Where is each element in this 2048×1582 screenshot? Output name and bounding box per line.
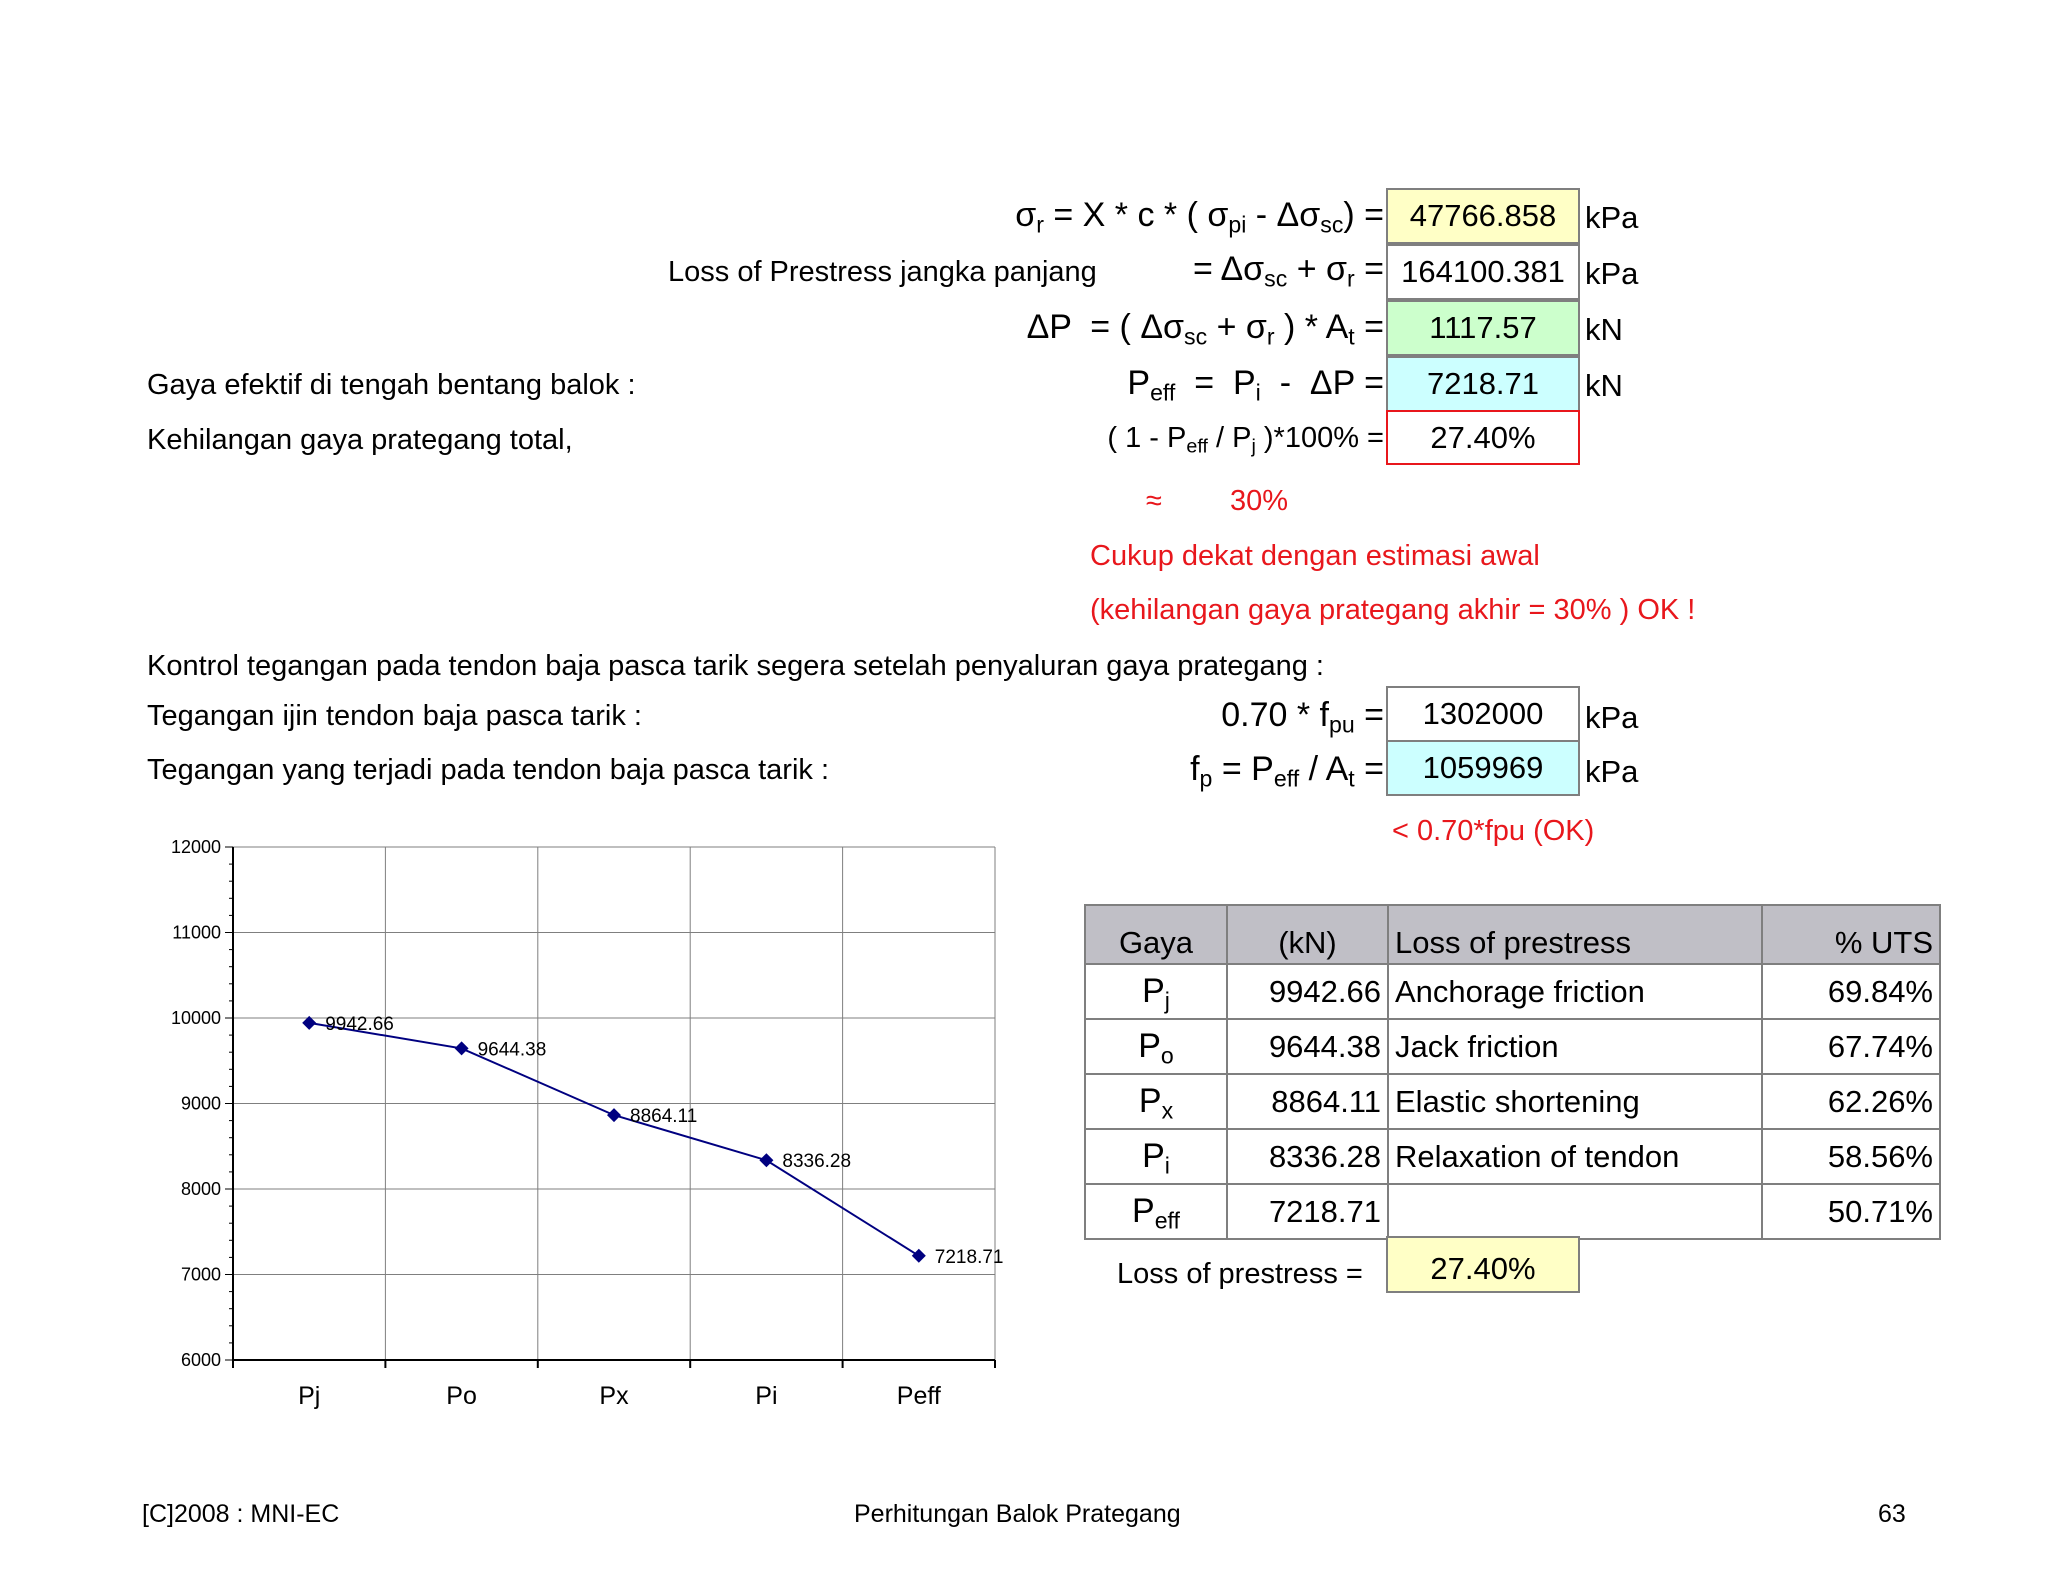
table-row xyxy=(1085,1184,1940,1239)
data-point xyxy=(607,1108,621,1122)
uts-percent: 50.71% xyxy=(1762,1184,1940,1239)
y-tick-label: 12000 xyxy=(170,837,221,857)
uts-percent: 69.84% xyxy=(1762,964,1940,1019)
loss-description: Elastic shortening xyxy=(1388,1074,1762,1129)
footer-page-number: 63 xyxy=(1878,1500,1906,1528)
table-row xyxy=(1085,1074,1940,1129)
sigma-r-unit: kPa xyxy=(1585,200,1639,235)
sigma-r-value: 47766.858 xyxy=(1386,188,1580,244)
prestress-line-chart xyxy=(140,830,1020,1420)
force-kn: 7218.71 xyxy=(1227,1184,1388,1239)
x-tick-label: Peff xyxy=(896,1382,941,1410)
delta-p-unit: kN xyxy=(1585,312,1623,347)
force-symbol: $P_j$ xyxy=(1085,964,1227,1019)
force-kn: 8864.11 xyxy=(1227,1074,1388,1129)
header-kn: (kN) xyxy=(1227,905,1388,964)
allow-text: Tegangan ijin tendon baja pasca tarik : xyxy=(147,700,642,732)
total-loss-label: Loss of prestress = xyxy=(1117,1258,1363,1290)
long-loss-value: 164100.381 xyxy=(1386,244,1580,300)
table-row xyxy=(1085,1129,1940,1184)
delta-p-value: 1117.57 xyxy=(1386,300,1580,356)
series-line xyxy=(309,1023,919,1256)
long-loss-text: Loss of Prestress jangka panjang xyxy=(668,256,1097,288)
eq-delta-p-label: ΔP = ( $\Delta\sigma_{sc} + \sigma_r$ ) * $A_t$ = xyxy=(1026,308,1384,350)
y-tick-label: 7000 xyxy=(180,1264,221,1285)
force-symbol: $P_o$ xyxy=(1085,1019,1227,1074)
loss-table xyxy=(1084,904,1941,1240)
note-line-2: (kehilangan gaya prategang akhir = 30% ) OK ! xyxy=(1090,594,1696,626)
approx-value: 30% xyxy=(1230,485,1289,517)
uts-percent: 62.26% xyxy=(1762,1074,1940,1129)
data-point xyxy=(759,1153,773,1167)
total-loss-text: Kehilangan gaya prategang total, xyxy=(147,424,573,456)
force-kn: 9942.66 xyxy=(1227,964,1388,1019)
loss-description: Relaxation of tendon xyxy=(1388,1129,1762,1184)
note-line-1: Cukup dekat dengan estimasi awal xyxy=(1090,540,1540,572)
force-symbol: $P_x$ xyxy=(1085,1074,1227,1129)
y-tick-label: 9000 xyxy=(180,1093,221,1114)
data-label: 7218.71 xyxy=(934,1246,1004,1268)
long-loss-unit: kPa xyxy=(1585,256,1639,291)
data-point xyxy=(912,1249,926,1263)
x-tick-label: Pi xyxy=(755,1382,778,1410)
eq-total-loss-label: ( $1 - P_{eff} / P_j$ )*100% = xyxy=(1107,422,1384,458)
fp-value: 1059969 xyxy=(1386,740,1580,796)
data-label: 9644.38 xyxy=(477,1039,547,1061)
force-symbol: $P_i$ xyxy=(1085,1129,1227,1184)
fp-unit: kPa xyxy=(1585,754,1639,789)
allow-unit: kPa xyxy=(1585,700,1639,735)
y-tick-label: 10000 xyxy=(170,1008,221,1028)
fp-text: Tegangan yang terjadi pada tendon baja pasca tarik : xyxy=(147,754,829,786)
header-loss: Loss of prestress xyxy=(1388,905,1762,964)
peff-value: 7218.71 xyxy=(1386,356,1580,412)
loss-description: Jack friction xyxy=(1388,1019,1762,1074)
peff-unit: kN xyxy=(1585,368,1623,403)
eq-peff-label: $P_{eff} = P_i - \Delta P$ = xyxy=(1127,364,1384,406)
force-symbol: $P_{eff}$ xyxy=(1085,1184,1227,1239)
loss-description xyxy=(1388,1184,1762,1239)
eq-long-loss-label: = $\Delta\sigma_{sc} + \sigma_r$ = xyxy=(1193,250,1384,292)
x-tick-label: Px xyxy=(599,1382,629,1410)
peff-text: Gaya efektif di tengah bentang balok : xyxy=(147,369,636,401)
data-label: 8864.11 xyxy=(630,1106,698,1128)
eq-allow-label: $0.70 * f_{pu}$ = xyxy=(1221,696,1384,738)
control-heading: Kontrol tegangan pada tendon baja pasca tarik segera setelah penyaluran gaya prategang : xyxy=(147,650,1324,682)
data-point xyxy=(455,1041,469,1055)
data-label: 8336.28 xyxy=(782,1151,852,1173)
loss-description: Anchorage friction xyxy=(1388,964,1762,1019)
footer-center: Perhitungan Balok Prategang xyxy=(854,1500,1181,1528)
eq-sigma-r-label: $\sigma_r = X * c$ * ( $\sigma_{pi} - \Delta\sigma_{sc}$) = xyxy=(1015,196,1384,238)
footer-left: [C]2008 : MNI-EC xyxy=(142,1500,340,1528)
y-tick-label: 8000 xyxy=(180,1179,221,1199)
header-gaya: Gaya xyxy=(1085,905,1227,964)
table-row xyxy=(1085,1019,1940,1074)
total-loss-table-value: 27.40% xyxy=(1386,1236,1580,1293)
y-tick-label: 11000 xyxy=(172,922,221,943)
force-kn: 9644.38 xyxy=(1227,1019,1388,1074)
table-row xyxy=(1085,964,1940,1019)
x-tick-label: Pj xyxy=(298,1382,321,1410)
force-kn: 8336.28 xyxy=(1227,1129,1388,1184)
uts-percent: 67.74% xyxy=(1762,1019,1940,1074)
y-tick-label: 6000 xyxy=(180,1350,221,1370)
x-tick-label: Po xyxy=(446,1382,477,1410)
uts-percent: 58.56% xyxy=(1762,1129,1940,1184)
eq-fp-label: $f_p = P_{eff} / A_t$ = xyxy=(1190,750,1384,792)
approx-symbol: ≈ xyxy=(1146,485,1162,517)
data-label: 9942.66 xyxy=(325,1013,394,1035)
total-loss-value: 27.40% xyxy=(1386,410,1580,465)
check-note: < 0.70*fpu (OK) xyxy=(1392,815,1595,847)
header-uts: % UTS xyxy=(1762,905,1940,964)
allow-value: 1302000 xyxy=(1386,686,1580,742)
